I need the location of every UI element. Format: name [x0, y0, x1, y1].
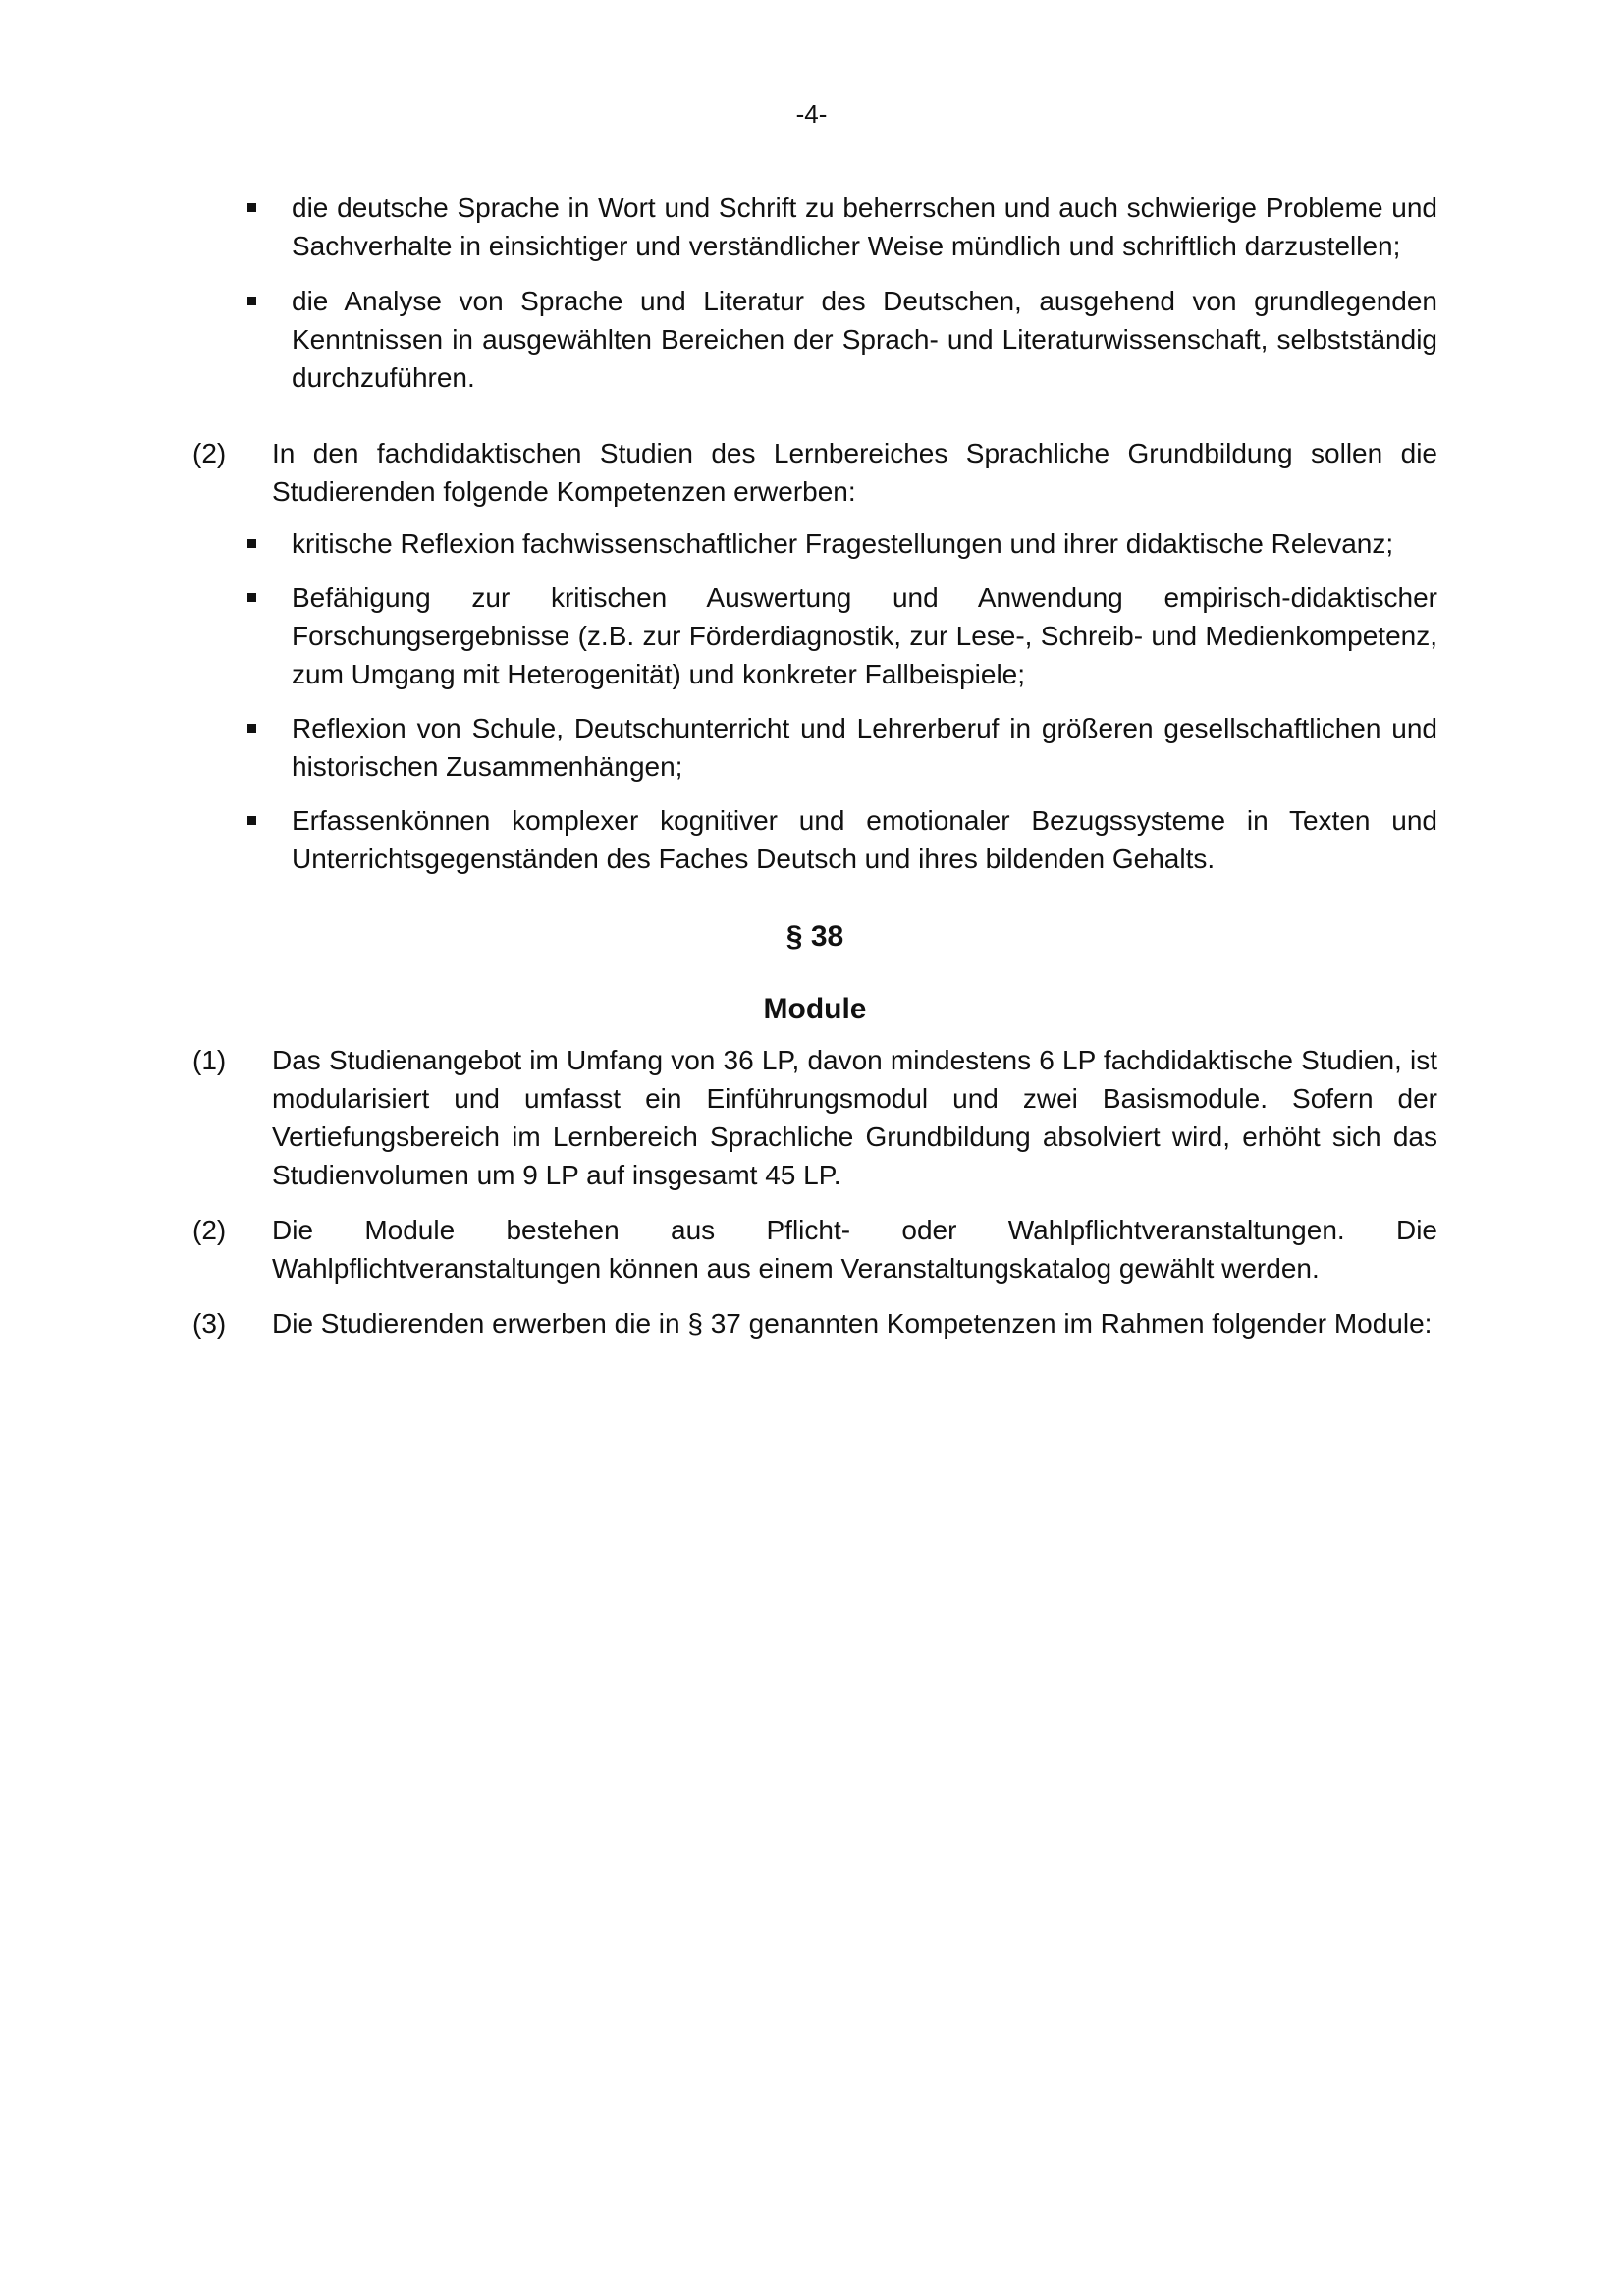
bullet-square-icon — [247, 539, 256, 548]
module-paragraph-3 — [192, 1304, 1437, 1342]
page-content — [192, 189, 1437, 1359]
section-number-heading: § 38 — [785, 920, 844, 953]
paragraph-text: Die Studierenden erwerben die in § 37 genannten Kompetenzen im Rahmen folgender Module: — [272, 1308, 1433, 1339]
bullet-square-icon — [247, 724, 256, 733]
list-item — [192, 578, 1437, 693]
paragraph-text: Die Module bestehen aus Pflicht- oder Wahlpflichtveranstaltungen. Die Wahlpflichtveranstaltungen können aus einem Veranstaltungskatalog gewählt werden. — [272, 1215, 1437, 1284]
competence-bullet-list — [192, 524, 1437, 878]
list-item-text: Reflexion von Schule, Deutschunterricht und Lehrerberuf in größeren gesellschaftlichen und historischen Zusammenhängen; — [292, 713, 1437, 782]
paragraph-number: (3) — [192, 1308, 227, 1339]
paragraph-text: In den fachdidaktischen Studien des Lernbereiches Sprachliche Grundbildung sollen die Studierenden folgende Kompetenzen erwerben: — [272, 438, 1437, 507]
paragraph-number: (1) — [192, 1045, 227, 1075]
paragraph-number: (2) — [192, 1215, 227, 1245]
list-item — [192, 709, 1437, 786]
paragraph-number: (2) — [192, 438, 227, 468]
list-item-text: die deutsche Sprache in Wort und Schrift zu beherrschen und auch schwierige Probleme und Sachverhalte in einsichtiger und verständlicher Weise mündlich und schriftlich darzustellen; — [292, 192, 1437, 261]
list-item — [192, 189, 1437, 265]
list-item — [192, 524, 1437, 563]
section-title-heading: Module — [763, 993, 867, 1025]
bullet-square-icon — [247, 593, 256, 602]
bullet-square-icon — [247, 297, 256, 305]
list-item-text: Befähigung zur kritischen Auswertung und Anwendung empirisch-didaktischer Forschungsergebnisse (z.B. zur Förderdiagnostik, zur Lese-, Schreib- und Medienkompetenz, zum Umgang mit Heterogenität) und konkreter Fallbeispiele; — [292, 582, 1437, 689]
list-item — [192, 801, 1437, 878]
paragraph-2 — [192, 434, 1437, 511]
list-item-text: die Analyse von Sprache und Literatur des Deutschen, ausgehend von grundlegenden Kenntnissen in ausgewählten Bereichen der Sprach- und Literaturwissenschaft, selbstständig durchzuführen. — [292, 286, 1437, 393]
list-item — [192, 282, 1437, 397]
bullet-square-icon — [247, 203, 256, 212]
page-number: -4- — [795, 99, 828, 129]
list-item-text: Erfassenkönnen komplexer kognitiver und emotionaler Bezugssysteme in Texten und Unterrichtsgegenständen des Faches Deutsch und ihres bildenden Gehalts. — [292, 805, 1437, 874]
module-paragraph-2 — [192, 1211, 1437, 1287]
paragraph-text: Das Studienangebot im Umfang von 36 LP, davon mindestens 6 LP fachdidaktische Studien, ist modularisiert und umfasst ein Einführungsmodul und zwei Basismodule. Sofern der Vertiefungsbereich im Lernbereich Sprachliche Grundbildung absolviert wird, erhöht sich das Studienvolumen um 9 LP auf insgesamt 45 LP. — [272, 1045, 1437, 1190]
intro-bullet-list — [192, 189, 1437, 397]
bullet-square-icon — [247, 816, 256, 825]
module-paragraph-1 — [192, 1041, 1437, 1194]
list-item-text: kritische Reflexion fachwissenschaftlicher Fragestellungen und ihrer didaktische Relevanz; — [292, 528, 1394, 559]
